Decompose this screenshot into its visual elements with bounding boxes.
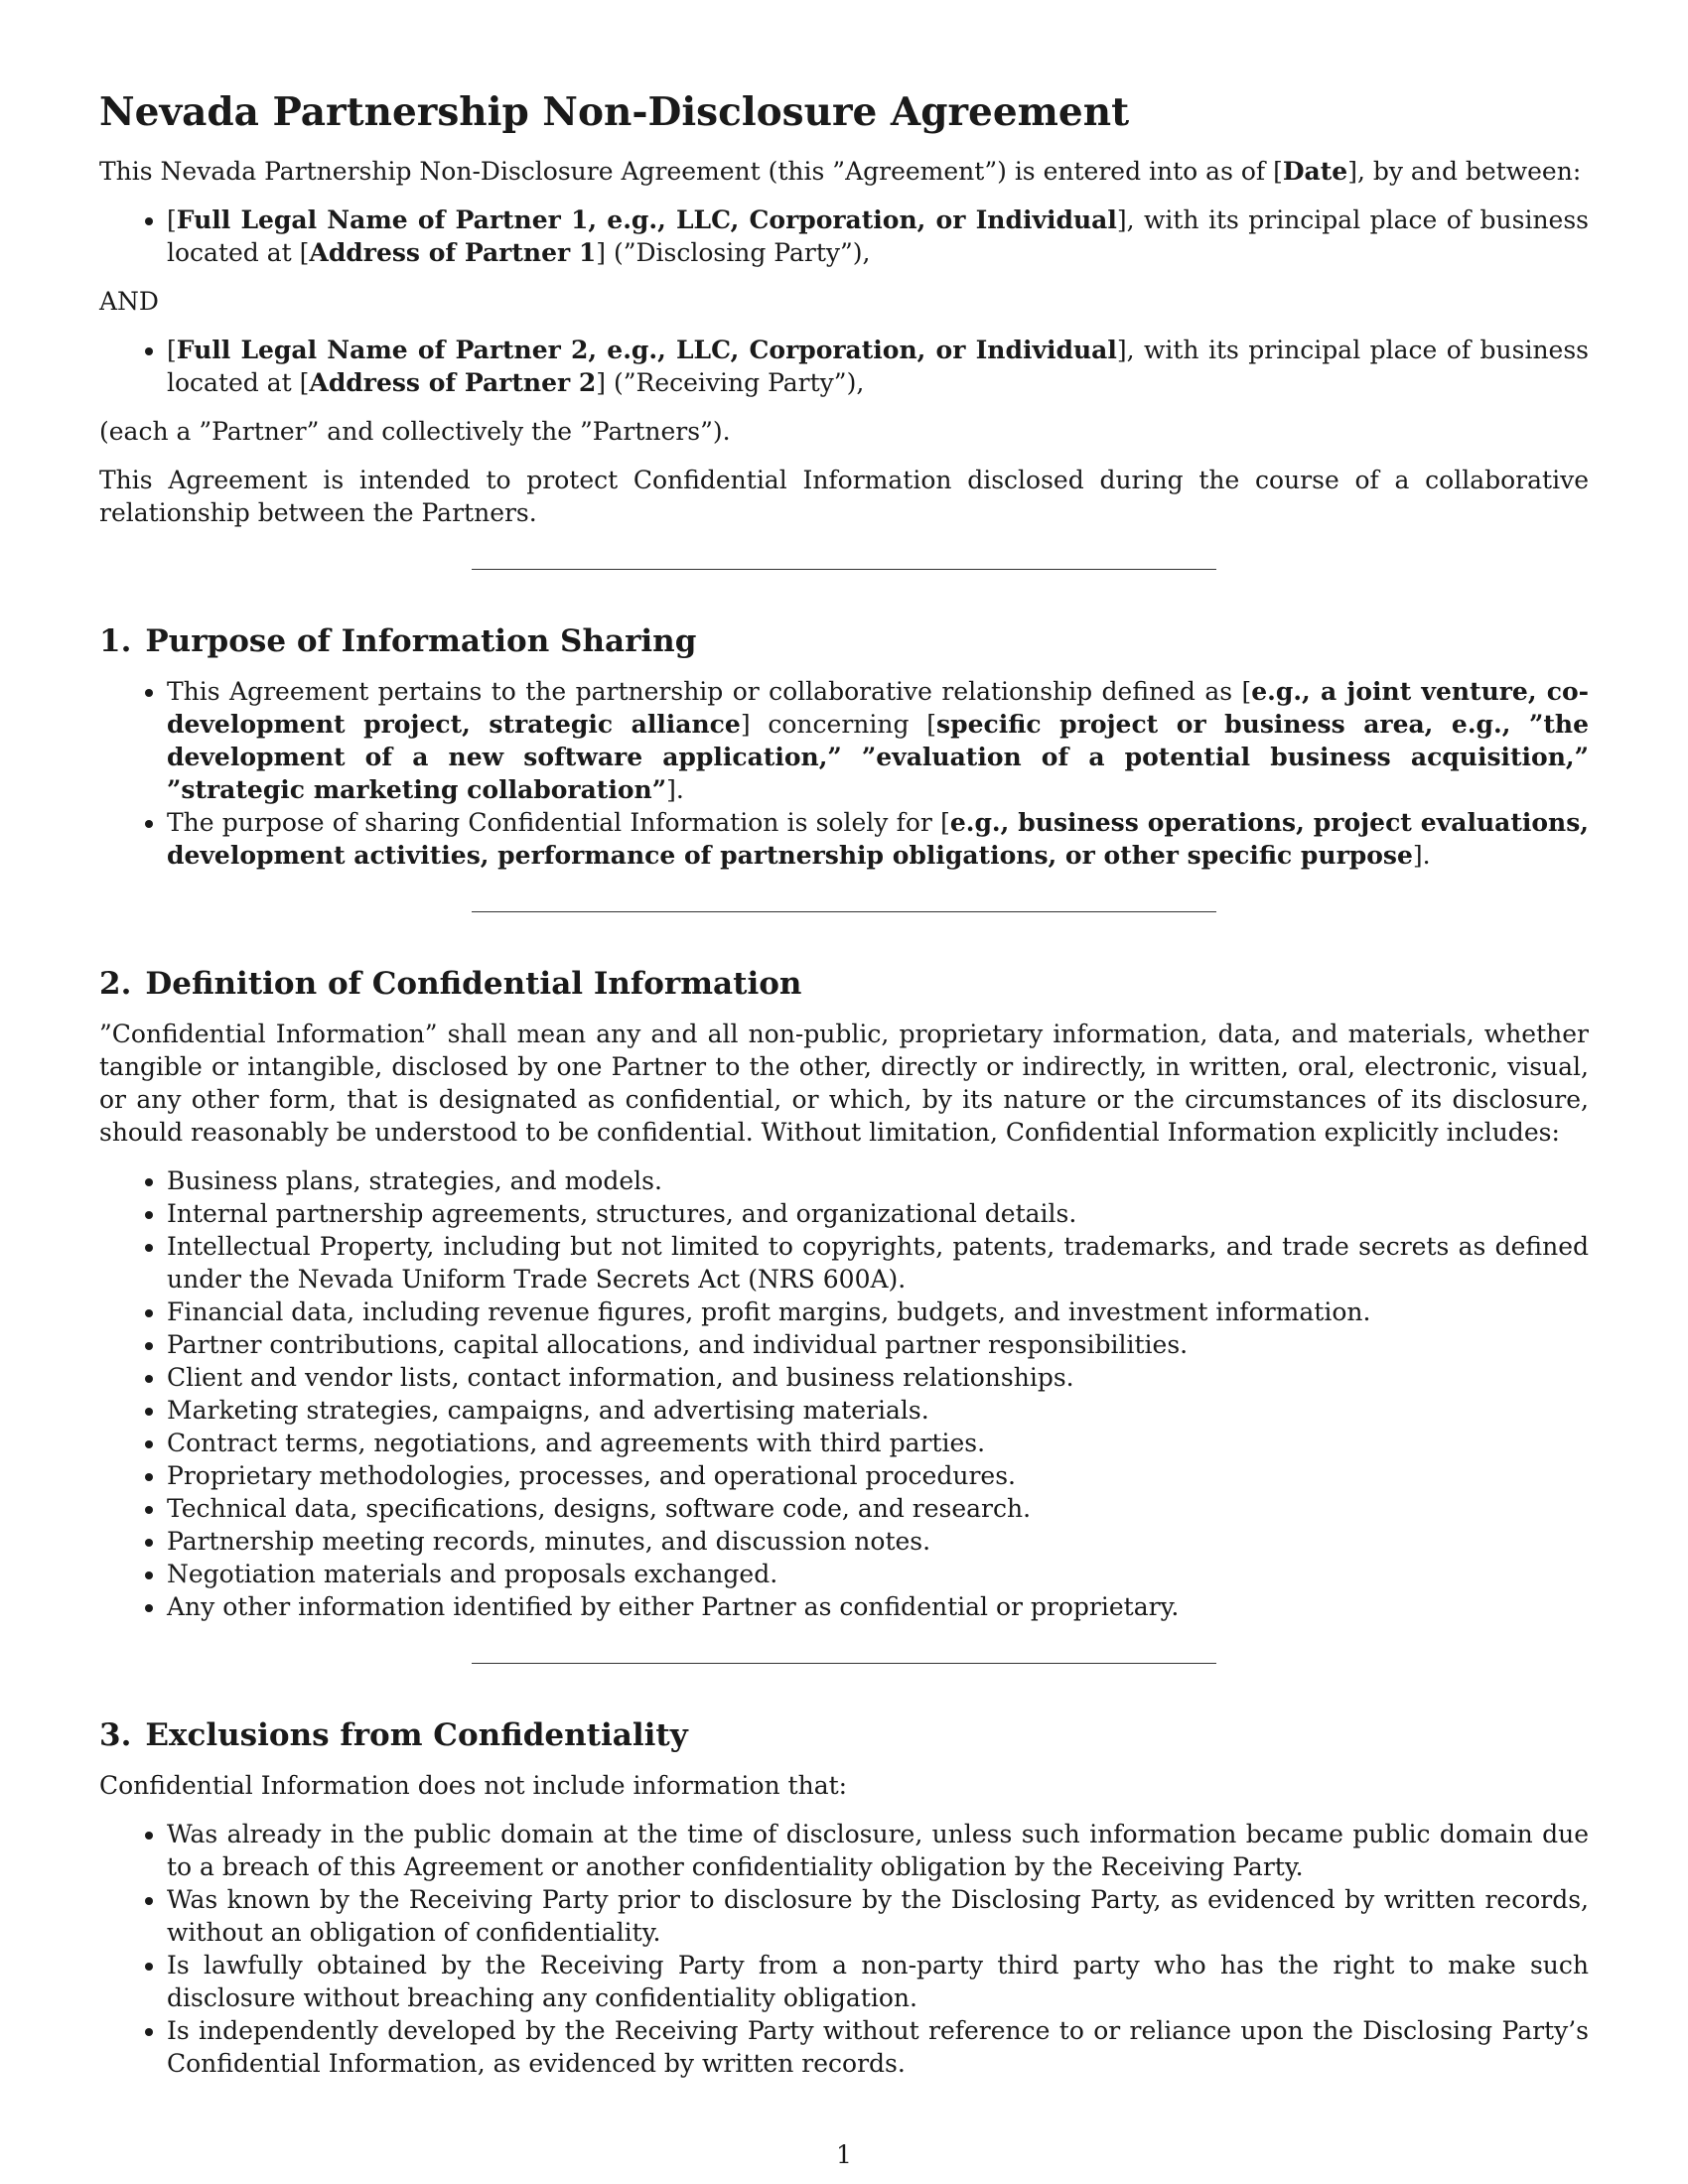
list-item: • Is independently developed by the Receiving Party without reference to or reliance upon the Disclosing Party’s Confidential Information, as evidenced by written records. [167, 2014, 1589, 2080]
purpose-placeholder: e.g., business operations, project evaluations, development activities, performance of partnership obligations, or other specific purpose [167, 808, 1589, 870]
list-item: • Any other information identified by either Partner as confidential or proprietary. [167, 1590, 1589, 1623]
party1-item: • [Full Legal Name of Partner 1, e.g., LLC, Corporation, or Individual], with its principal place of business located at [Address of Partner 1] (”Disclosing Party”), [167, 204, 1589, 269]
list-item: • Intellectual Property, including but not limited to copyrights, patents, trademarks, and trade secrets as defined under the Nevada Uniform Trade Secrets Act (NRS 600A). [167, 1230, 1589, 1296]
list-item: • Partnership meeting records, minutes, and discussion notes. [167, 1525, 1589, 1558]
list-item: • Proprietary methodologies, processes, and operational procedures. [167, 1459, 1589, 1492]
parties-note: (each a ”Partner” and collectively the ”Partners”). [99, 417, 731, 446]
list-item: • Contract terms, negotiations, and agreements with third parties. [167, 1427, 1589, 1459]
intent-paragraph: This Agreement is intended to protect Confidential Information disclosed during the course of a collaborative relationship between the Partners. [99, 466, 1589, 527]
list-item: • Negotiation materials and proposals exchanged. [167, 1558, 1589, 1590]
list-item: • Client and vendor lists, contact information, and business relationships. [167, 1361, 1589, 1394]
section3-intro: Confidential Information does not include information that: [99, 1771, 848, 1800]
party1-list [99, 204, 1589, 269]
list-item: • The purpose of sharing Confidential Information is solely for [e.g., business operations, project evaluations, development activities, performance of partnership obligations, or other specific purpose]. [167, 806, 1589, 872]
list-item: • Was known by the Receiving Party prior to disclosure by the Disclosing Party, as evidenced by written records, without an obligation of confidentiality. [167, 1883, 1589, 1949]
list-item: • Was already in the public domain at the time of disclosure, unless such information became public domain due to a breach of this Agreement or another confidentiality obligation by the Receiving Party. [167, 1818, 1589, 1883]
section-divider [472, 1663, 1216, 1664]
and-connector: AND [99, 287, 159, 316]
page-number: 1 [836, 2140, 852, 2169]
section-divider [472, 569, 1216, 570]
list-item: • Is lawfully obtained by the Receiving Party from a non-party third party who has the right to make such disclosure without breaching any confidentiality obligation. [167, 1949, 1589, 2014]
section3-heading: 3. Exclusions from Confidentiality [99, 1717, 688, 1753]
document-title: Nevada Partnership Non-Disclosure Agreement [99, 89, 1130, 135]
party2-item: • [Full Legal Name of Partner 2, e.g., LLC, Corporation, or Individual], with its principal place of business located at [Address of Partner 2] (”Receiving Party”), [167, 334, 1589, 399]
document-page [99, 87, 1589, 2096]
relationship-placeholder: e.g., a joint venture, co-development project, strategic alliance [167, 677, 1589, 739]
intro-paragraph: This Nevada Partnership Non-Disclosure Agreement (this ”Agreement”) is entered into as of [Date], by and between: [99, 157, 1582, 186]
list-item: • This Agreement pertains to the partnership or collaborative relationship defined as [e.g., a joint venture, co-development project, strategic alliance] concerning [specific project or business area, e.g., ”the development of a new software application,” ”evaluation of a potential business acquisition,” ”strategic marketing collaboration”]. [167, 675, 1589, 806]
list-item: • Internal partnership agreements, structures, and organizational details. [167, 1197, 1589, 1230]
party1-name-placeholder: Full Legal Name of Partner 1, e.g., LLC, Corporation, or Individual [176, 205, 1117, 234]
list-item: • Partner contributions, capital allocations, and individual partner responsibilities. [167, 1328, 1589, 1361]
section3-list [99, 1818, 1589, 2080]
project-area-placeholder: specific project or business area, e.g., ”the development of a new software application,” ”evaluation of a potential business acquisition,” ”strategic marketing collaboration” [167, 710, 1589, 804]
party2-name-placeholder: Full Legal Name of Partner 2, e.g., LLC, Corporation, or Individual [176, 336, 1117, 364]
list-item: • Marketing strategies, campaigns, and advertising materials. [167, 1394, 1589, 1427]
section-divider [472, 911, 1216, 912]
section2-list [99, 1164, 1589, 1623]
date-placeholder: Date [1282, 157, 1348, 186]
list-item: • Technical data, specifications, designs, software code, and research. [167, 1492, 1589, 1525]
section1-list [99, 675, 1589, 872]
party1-address-placeholder: Address of Partner 1 [309, 238, 597, 267]
section2-heading: 2. Definition of Confidential Information [99, 966, 802, 1002]
party2-list [99, 334, 1589, 399]
section2-intro: ”Confidential Information” shall mean any and all non-public, proprietary information, data, and materials, whether tangible or intangible, disclosed by one Partner to the other, directly or indirectly, in written, oral, electronic, visual, or any other form, that is designated as confidential, or which, by its nature or the circumstances of its disclosure, should reasonably be understood to be confidential. Without limitation, Confidential Information explicitly includes: [99, 1020, 1589, 1147]
list-item: • Business plans, strategies, and models. [167, 1164, 1589, 1197]
party2-address-placeholder: Address of Partner 2 [309, 368, 597, 397]
section1-heading: 1. Purpose of Information Sharing [99, 623, 697, 659]
list-item: • Financial data, including revenue figures, profit margins, budgets, and investment information. [167, 1296, 1589, 1328]
